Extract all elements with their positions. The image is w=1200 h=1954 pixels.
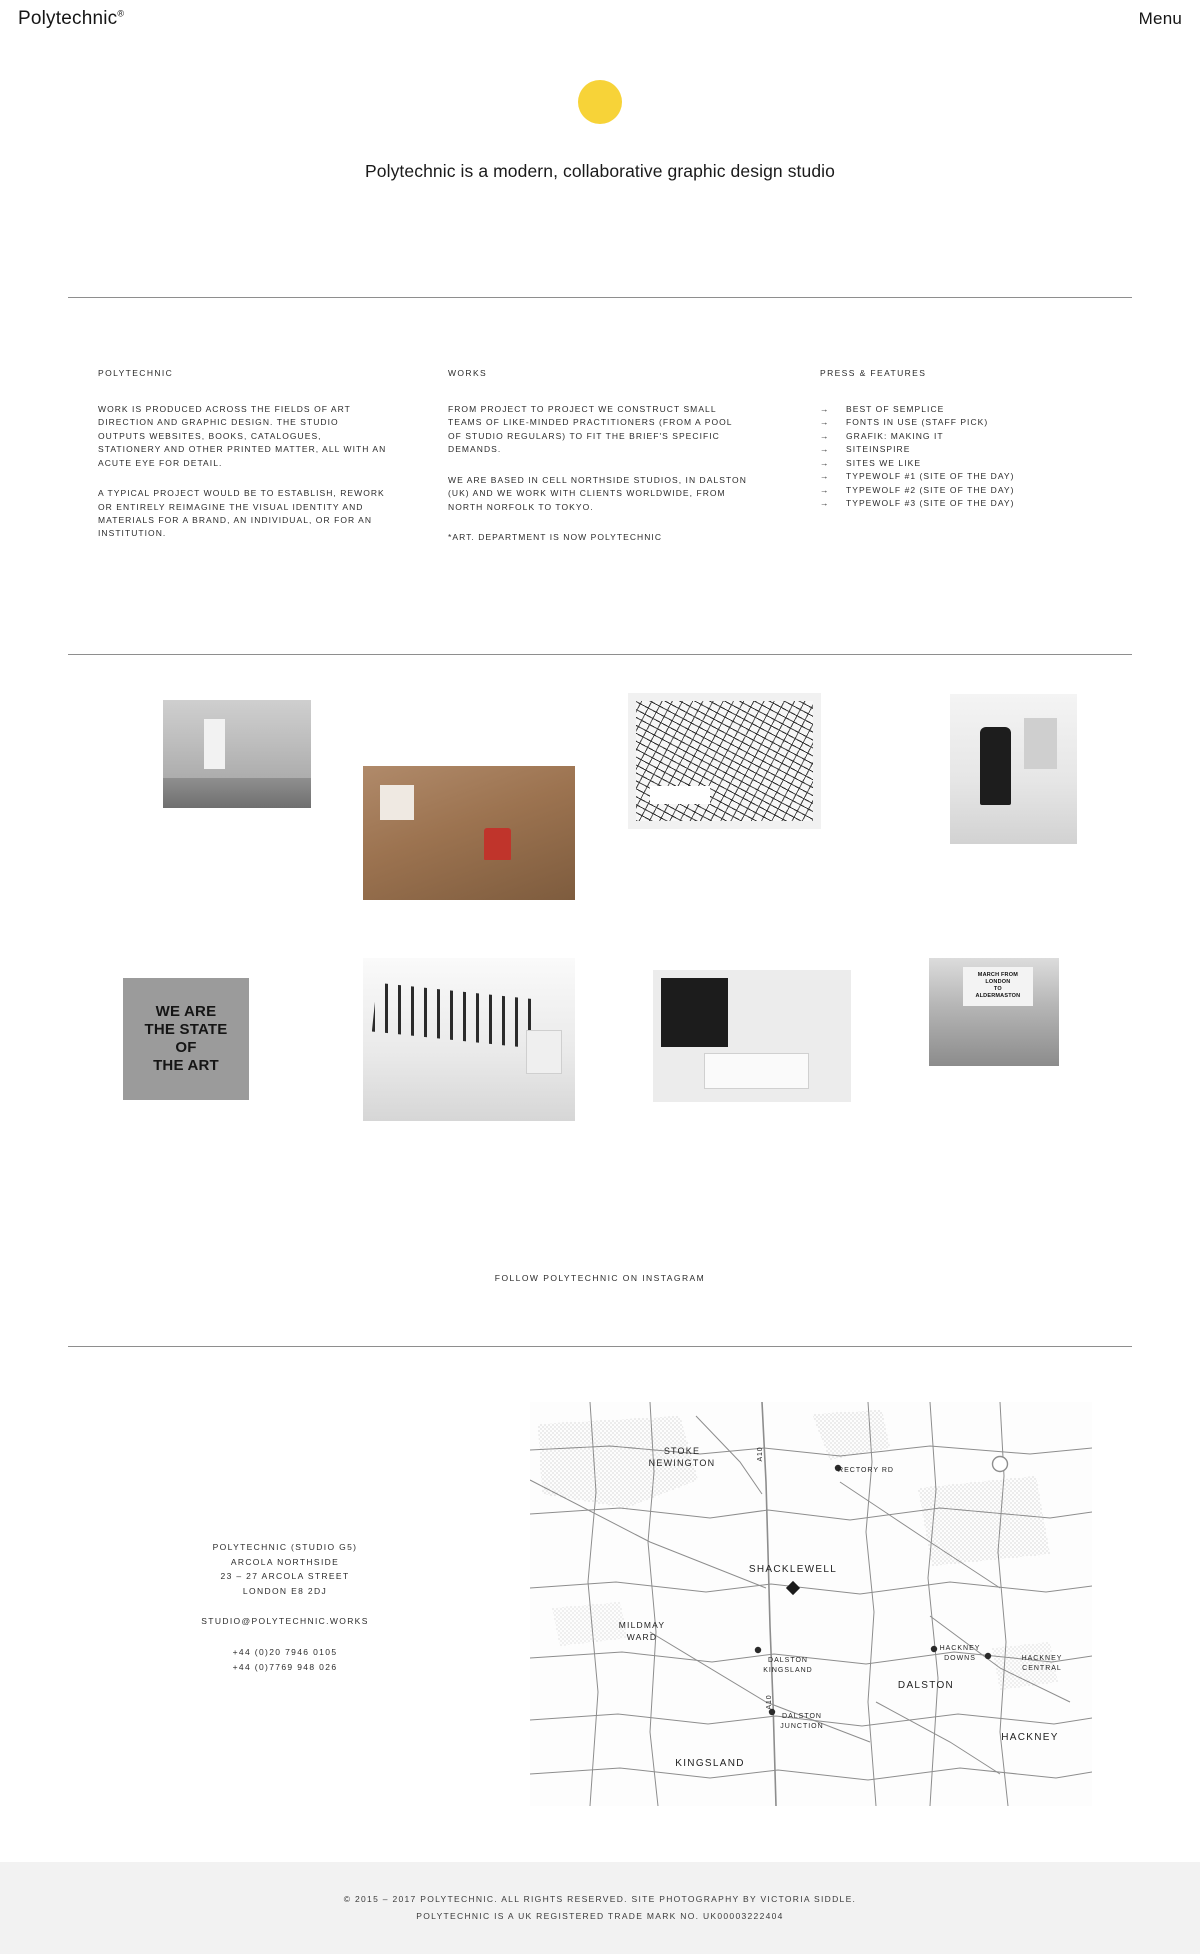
press-link-typewolf-2[interactable]: TYPEWOLF #2 (SITE OF THE DAY)	[846, 484, 1015, 495]
column-works-paragraph-1: FROM PROJECT TO PROJECT WE CONSTRUCT SMALL TEAMS OF LIKE-MINDED PRACTITIONERS (FROM A POOL OF STUDIO REGULARS) TO FIT THE BRIEF'S SPECIFIC DEMANDS.	[448, 404, 733, 455]
phone-line-2[interactable]: +44 (0)7769 948 026	[232, 1661, 338, 1672]
press-link-best-of-semplice[interactable]: BEST OF SEMPLICE	[846, 404, 945, 414]
press-link-grafik-making-it[interactable]: GRAFIK: MAKING IT	[846, 430, 944, 441]
address-line-2: ARCOLA NORTHSIDE	[230, 1556, 340, 1567]
photo-studio-workshop	[363, 766, 575, 900]
gallery-item-aldermaston-march[interactable]	[929, 958, 1059, 1066]
arrow-right-icon: →	[820, 404, 830, 414]
arrow-right-icon: →	[820, 417, 830, 428]
hero-section	[0, 80, 1200, 182]
gallery-item-person-at-worktable[interactable]	[653, 970, 851, 1102]
svg-text:A10: A10	[757, 1446, 764, 1462]
svg-text:NEWINGTON: NEWINGTON	[648, 1458, 716, 1468]
photo-street-procession	[163, 700, 311, 808]
yellow-dot-icon	[578, 80, 622, 124]
column-works-heading: WORKS	[448, 368, 488, 378]
column-about-paragraph-1: WORK IS PRODUCED ACROSS THE FIELDS OF ART DIRECTION AND GRAPHIC DESIGN. THE STUDIO OUTPUTS WEBSITES, BOOKS, CATALOGUES, STATIONERY AND OTHER PRINTED MATTER, ALL WITH AN ACUTE EYE FOR DETAIL.	[98, 404, 387, 468]
photo-poster-state-of-the-art	[123, 978, 249, 1100]
divider-top	[68, 297, 1132, 298]
arrow-right-icon: →	[820, 471, 830, 482]
contact-address	[130, 1540, 440, 1598]
contact-phones	[130, 1645, 440, 1674]
address-line-3: 23 – 27 ARCOLA STREET	[220, 1571, 350, 1582]
column-about-paragraph-2: A TYPICAL PROJECT WOULD BE TO ESTABLISH, REWORK OR ENTIRELY REIMAGINE THE VISUAL IDENTITY AND MATERIALS FOR A BRAND, AN INDIVIDUAL, OR FOR AN INSTITUTION.	[98, 488, 385, 539]
footer-copyright: © 2015 – 2017 POLYTECHNIC. ALL RIGHTS RESERVED. SITE PHOTOGRAPHY BY VICTORIA SIDDLE.	[343, 1894, 857, 1904]
svg-text:KINGSLAND: KINGSLAND	[675, 1758, 745, 1769]
photo-framed-poster-future-councils	[628, 693, 821, 829]
svg-text:DOWNS: DOWNS	[944, 1655, 976, 1662]
svg-text:HACKNEY: HACKNEY	[1001, 1732, 1059, 1743]
arrow-right-icon: →	[820, 497, 830, 508]
svg-text:DALSTON: DALSTON	[897, 1680, 955, 1691]
press-link-sites-we-like[interactable]: SITES WE LIKE	[846, 457, 922, 468]
press-link-row[interactable]	[820, 497, 1130, 510]
brand-trademark-mark: ®	[117, 8, 125, 19]
instagram-link[interactable]: FOLLOW POLYTECHNIC ON INSTAGRAM	[494, 1273, 706, 1283]
divider-bottom	[68, 1346, 1132, 1347]
press-link-row[interactable]	[820, 470, 1130, 483]
menu-button[interactable]: Menu	[1138, 9, 1182, 28]
gallery-item-street-procession[interactable]	[163, 700, 311, 808]
svg-text:STOKE: STOKE	[663, 1446, 701, 1456]
phone-line-1[interactable]: +44 (0)20 7946 0105	[232, 1647, 338, 1658]
column-about-heading: POLYTECHNIC	[98, 368, 174, 378]
gallery-item-framed-poster[interactable]	[628, 693, 821, 829]
column-press-heading: PRESS & FEATURES	[820, 368, 927, 378]
svg-text:A10: A10	[766, 1694, 773, 1710]
contact-email-link[interactable]: STUDIO@POLYTECHNIC.WORKS	[201, 1616, 369, 1627]
press-link-row[interactable]	[820, 457, 1130, 470]
site-footer	[0, 1862, 1200, 1954]
column-press	[820, 368, 1130, 510]
location-map[interactable]	[530, 1402, 1092, 1806]
svg-text:SHACKLEWELL: SHACKLEWELL	[748, 1564, 838, 1575]
press-link-row[interactable]	[820, 416, 1130, 429]
photo-person-at-worktable	[653, 970, 851, 1102]
footer-trademark: POLYTECHNIC IS A UK REGISTERED TRADE MARK NO. UK00003222404	[416, 1911, 784, 1921]
press-link-row[interactable]	[820, 443, 1130, 456]
svg-text:JUNCTION: JUNCTION	[780, 1723, 824, 1730]
svg-text:HACKNEY: HACKNEY	[939, 1645, 981, 1652]
site-header	[0, 0, 1200, 38]
brand-logo[interactable]	[18, 8, 124, 30]
svg-text:MILDMAY: MILDMAY	[618, 1620, 666, 1630]
arrow-right-icon: →	[820, 457, 830, 468]
column-works	[448, 368, 748, 561]
gallery-item-gallery-staircase[interactable]	[363, 958, 575, 1121]
arrow-right-icon: →	[820, 484, 830, 495]
press-link-row[interactable]	[820, 430, 1130, 443]
svg-text:CENTRAL: CENTRAL	[1022, 1665, 1062, 1672]
work-gallery	[0, 700, 1200, 1280]
svg-text:DALSTON: DALSTON	[768, 1657, 808, 1664]
hero-tagline: Polytechnic is a modern, collaborative graphic design studio	[364, 161, 835, 181]
column-works-paragraph-3: *ART. DEPARTMENT IS NOW POLYTECHNIC	[448, 531, 663, 542]
gallery-item-state-of-the-art-poster[interactable]	[123, 978, 249, 1100]
address-line-1: POLYTECHNIC (STUDIO G5)	[212, 1542, 358, 1552]
map-vector	[530, 1402, 1092, 1806]
photo-person-sweeping-gallery	[950, 694, 1077, 844]
press-link-row[interactable]	[820, 484, 1130, 497]
svg-text:RECTORY RD: RECTORY RD	[838, 1467, 894, 1474]
photo-aldermaston-march	[929, 958, 1059, 1066]
arrow-right-icon: →	[820, 444, 830, 455]
divider-middle	[68, 654, 1132, 655]
press-link-row[interactable]	[820, 403, 1130, 416]
poster-state-of-the-art-text: WE ARE THE STATE OF THE ART	[144, 1003, 228, 1074]
press-link-siteinspire[interactable]: SITEINSPIRE	[846, 444, 911, 455]
photo-gallery-staircase	[363, 958, 575, 1121]
svg-text:DALSTON: DALSTON	[782, 1713, 822, 1720]
gallery-item-person-sweeping[interactable]	[950, 694, 1077, 844]
svg-text:KINGSLAND: KINGSLAND	[763, 1667, 813, 1674]
gallery-item-studio-workshop[interactable]	[363, 766, 575, 900]
address-line-4: LONDON E8 2DJ	[242, 1585, 328, 1596]
column-works-paragraph-2: WE ARE BASED IN CELL NORTHSIDE STUDIOS, IN DALSTON (UK) AND WE WORK WITH CLIENTS WORLDWIDE, FROM NORTH NORFOLK TO TOKYO.	[448, 474, 747, 512]
svg-text:HACKNEY: HACKNEY	[1021, 1655, 1063, 1662]
arrow-right-icon: →	[820, 430, 830, 441]
press-link-fonts-in-use[interactable]: FONTS IN USE (STAFF PICK)	[846, 417, 989, 428]
press-link-typewolf-3[interactable]: TYPEWOLF #3 (SITE OF THE DAY)	[846, 497, 1015, 508]
column-about	[98, 368, 388, 558]
press-link-typewolf-1[interactable]: TYPEWOLF #1 (SITE OF THE DAY)	[846, 471, 1015, 482]
brand-name: Polytechnic	[18, 8, 118, 29]
svg-text:WARD: WARD	[626, 1632, 658, 1642]
march-banner-text: MARCH FROM LONDON TO ALDERMASTON	[963, 967, 1033, 1006]
contact-block	[130, 1540, 440, 1690]
